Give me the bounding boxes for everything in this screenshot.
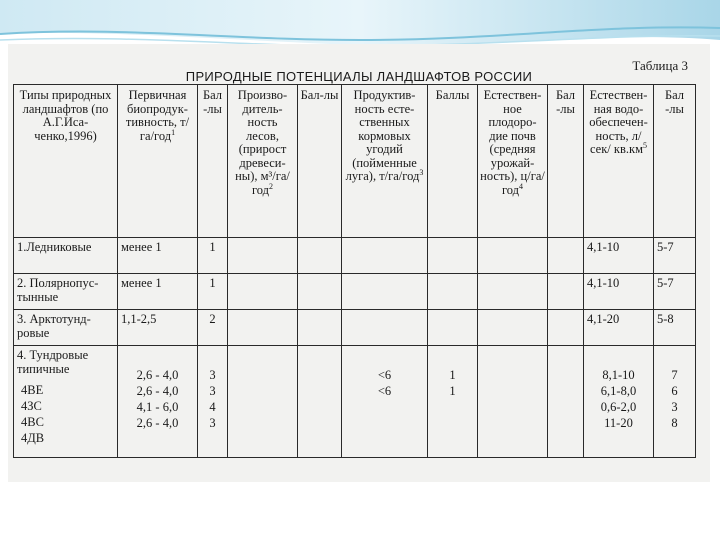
soil-value xyxy=(478,274,548,310)
water-points xyxy=(654,346,696,458)
bio-points-item: 3 xyxy=(209,384,216,398)
bio-points: 1 xyxy=(198,238,228,274)
landscape-name xyxy=(14,346,118,458)
bio-value: 1,1-2,5 xyxy=(118,310,198,346)
fodder-points-item: 1 xyxy=(449,368,456,382)
fodder-value-item: <6 xyxy=(377,384,392,398)
forest-points xyxy=(298,274,342,310)
bio-value-item: 2,6 - 4,0 xyxy=(136,416,179,430)
soil-points xyxy=(548,310,584,346)
soil-points xyxy=(548,274,584,310)
forest-value xyxy=(228,310,298,346)
bio-value: менее 1 xyxy=(118,238,198,274)
col-header-points: Бал -лы xyxy=(654,85,696,238)
header-row xyxy=(14,85,696,238)
col-header-soil-fertility: Естествен-ное плодоро-дие почв (средняя урожай-ность), ц/га/год$^4$ xyxy=(478,85,548,238)
col-header-points: Баллы xyxy=(428,85,478,238)
bio-value-item: 2,6 - 4,0 xyxy=(136,384,179,398)
col-header-bioproductivity: Первичная биопродук-тивность, т/га/год$^1$ xyxy=(118,85,198,238)
fodder-points xyxy=(428,274,478,310)
soil-value xyxy=(478,310,548,346)
water-value-item: 11-20 xyxy=(604,416,633,430)
col-header-landscape-type: Типы природных ландшафтов (по А.Г.Иса-ченко,1996) xyxy=(14,85,118,238)
col-header-forest-productivity: Произво-дитель-ность лесов, (прирост древеси-ны), м³/га/ год$^2$ xyxy=(228,85,298,238)
water-value xyxy=(584,346,654,458)
water-value: 4,1-10 xyxy=(584,274,654,310)
forest-value xyxy=(228,274,298,310)
water-points: 5-7 xyxy=(654,274,696,310)
col-header-points: Бал -лы xyxy=(198,85,228,238)
table-row xyxy=(14,274,696,310)
forest-value xyxy=(228,346,298,458)
bio-points-item: 4 xyxy=(209,400,216,414)
water-points-item: 8 xyxy=(671,416,678,430)
bio-points: 1 xyxy=(198,274,228,310)
landscape-potential-table xyxy=(13,84,696,458)
bio-value-item: 2,6 - 4,0 xyxy=(136,368,179,382)
fodder-points xyxy=(428,310,478,346)
water-points-item: 6 xyxy=(671,384,678,398)
scanned-table-image xyxy=(8,44,710,482)
table-title: ПРИРОДНЫЕ ПОТЕНЦИАЛЫ ЛАНДШАФТОВ РОССИИ xyxy=(185,69,533,84)
table-row xyxy=(14,238,696,274)
bio-value xyxy=(118,346,198,458)
subtype-label: 4ВЕ xyxy=(21,383,44,397)
fodder-value xyxy=(342,346,428,458)
col-header-points: Бал -лы xyxy=(548,85,584,238)
table-number: Таблица 3 xyxy=(632,58,688,73)
soil-points xyxy=(548,346,584,458)
fodder-value xyxy=(342,238,428,274)
bio-value-item: 4,1 - 6,0 xyxy=(136,400,179,414)
bio-value: менее 1 xyxy=(118,274,198,310)
soil-value xyxy=(478,238,548,274)
water-points: 5-8 xyxy=(654,310,696,346)
bio-points-item: 3 xyxy=(209,416,216,430)
col-header-water-supply: Естествен-ная водо-обеспечен-ность, л/сек/ $кв.км^5$ xyxy=(584,85,654,238)
water-points: 5-7 xyxy=(654,238,696,274)
fodder-points xyxy=(428,238,478,274)
col-header-fodder-productivity: Продуктив-ность есте-ственных кормовых угодий (пойменные луга), т/га/год$^3$ xyxy=(342,85,428,238)
forest-value xyxy=(228,238,298,274)
subtype-label: 4ДВ xyxy=(21,431,45,445)
water-points-item: 7 xyxy=(671,368,678,382)
bio-points: 2 xyxy=(198,310,228,346)
subtype-label: 4ЗС xyxy=(21,399,42,413)
landscape-name: 3. Арктотунд-ровые xyxy=(14,310,118,346)
forest-points xyxy=(298,238,342,274)
fodder-points xyxy=(428,346,478,458)
soil-points xyxy=(548,238,584,274)
soil-value xyxy=(478,346,548,458)
water-value-item: 6,1-8,0 xyxy=(600,384,637,398)
bio-points-item: 3 xyxy=(209,368,216,382)
table-row xyxy=(14,310,696,346)
landscape-name: 2. Полярнопус-тынные xyxy=(14,274,118,310)
water-value-item: 8,1-10 xyxy=(602,368,635,382)
landscape-name: 1.Ледниковые xyxy=(14,238,118,274)
forest-points xyxy=(298,346,342,458)
bio-points xyxy=(198,346,228,458)
water-value: 4,1-10 xyxy=(584,238,654,274)
fodder-points-item: 1 xyxy=(449,384,456,398)
water-value: 4,1-20 xyxy=(584,310,654,346)
water-points-item: 3 xyxy=(671,400,678,414)
fodder-value xyxy=(342,274,428,310)
water-value-item: 0,6-2,0 xyxy=(600,400,637,414)
col-header-points: Бал-лы xyxy=(298,85,342,238)
forest-points xyxy=(298,310,342,346)
tundra-name: 4. Тундровые типичные xyxy=(17,348,89,376)
table-row-tundra xyxy=(14,346,696,458)
fodder-value xyxy=(342,310,428,346)
fodder-value-item: <6 xyxy=(377,368,392,382)
subtype-label: 4ВС xyxy=(21,415,44,429)
